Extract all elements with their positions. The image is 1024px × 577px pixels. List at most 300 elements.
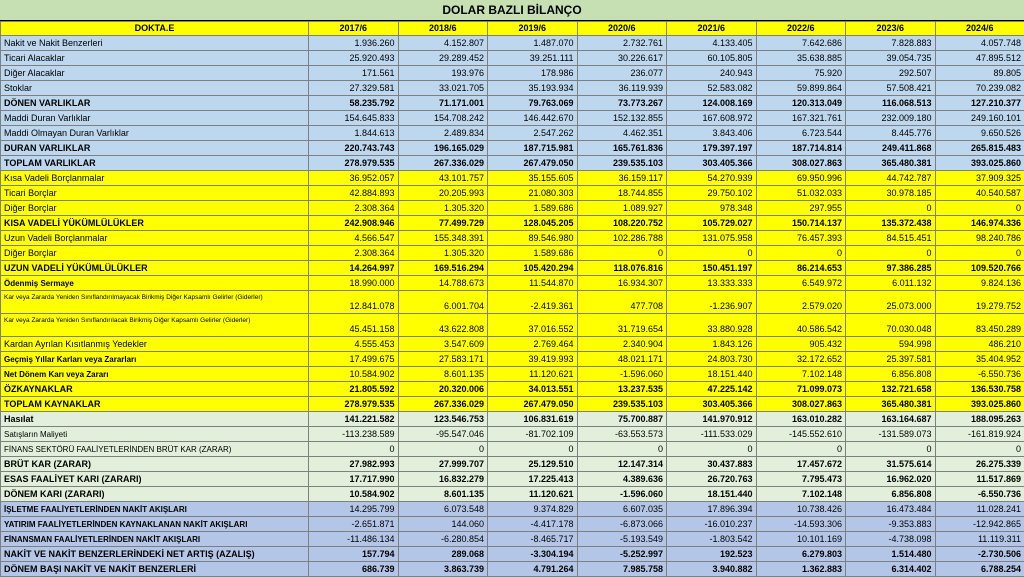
value-cell[interactable]: 105.729.027 bbox=[667, 216, 757, 231]
row-label[interactable]: Maddi Olmayan Duran Varlıklar bbox=[1, 126, 309, 141]
value-cell[interactable]: 2.340.904 bbox=[577, 337, 667, 352]
row-label[interactable]: KISA VADELİ YÜKÜMLÜLÜKLER bbox=[1, 216, 309, 231]
row-label[interactable]: Maddi Duran Varlıklar bbox=[1, 111, 309, 126]
value-cell[interactable]: 36.119.939 bbox=[577, 81, 667, 96]
value-cell[interactable]: 18.151.440 bbox=[667, 487, 757, 502]
value-cell[interactable]: 16.832.279 bbox=[398, 472, 488, 487]
value-cell[interactable]: 29.750.102 bbox=[667, 186, 757, 201]
value-cell[interactable]: 165.761.836 bbox=[577, 141, 667, 156]
row-label[interactable]: Kar veya Zararda Yeniden Sınıflandırılacak Birikmiş Diğer Kapsamlı Gelirler (Giderler) bbox=[1, 314, 309, 337]
value-cell[interactable]: 187.714.814 bbox=[756, 141, 846, 156]
row-label[interactable]: TOPLAM KAYNAKLAR bbox=[1, 397, 309, 412]
value-cell[interactable]: 278.979.535 bbox=[309, 156, 399, 171]
value-cell[interactable]: -1.803.542 bbox=[667, 532, 757, 547]
value-cell[interactable]: 16.962.020 bbox=[846, 472, 936, 487]
value-cell[interactable]: 4.133.405 bbox=[667, 36, 757, 51]
value-cell[interactable]: 0 bbox=[667, 246, 757, 261]
value-cell[interactable]: -2.730.506 bbox=[935, 547, 1024, 562]
year-header[interactable]: 2020/6 bbox=[577, 22, 667, 36]
value-cell[interactable]: 486.210 bbox=[935, 337, 1024, 352]
value-cell[interactable]: 32.172.652 bbox=[756, 352, 846, 367]
value-cell[interactable]: 35.638.885 bbox=[756, 51, 846, 66]
value-cell[interactable]: 118.076.816 bbox=[577, 261, 667, 276]
value-cell[interactable]: 167.321.761 bbox=[756, 111, 846, 126]
value-cell[interactable]: -8.465.717 bbox=[488, 532, 578, 547]
value-cell[interactable]: 152.132.855 bbox=[577, 111, 667, 126]
value-cell[interactable]: -81.702.109 bbox=[488, 427, 578, 442]
year-header[interactable]: 2023/6 bbox=[846, 22, 936, 36]
value-cell[interactable]: 167.608.972 bbox=[667, 111, 757, 126]
value-cell[interactable]: 21.080.303 bbox=[488, 186, 578, 201]
value-cell[interactable]: 98.240.786 bbox=[935, 231, 1024, 246]
row-label[interactable]: Nakit ve Nakit Benzerleri bbox=[1, 36, 309, 51]
value-cell[interactable]: 27.329.581 bbox=[309, 81, 399, 96]
value-cell[interactable]: 0 bbox=[846, 201, 936, 216]
value-cell[interactable]: 144.060 bbox=[398, 517, 488, 532]
value-cell[interactable]: 303.405.366 bbox=[667, 156, 757, 171]
row-label[interactable]: Ticari Borçlar bbox=[1, 186, 309, 201]
value-cell[interactable]: 47.895.512 bbox=[935, 51, 1024, 66]
value-cell[interactable]: 127.210.377 bbox=[935, 96, 1024, 111]
value-cell[interactable]: 171.561 bbox=[309, 66, 399, 81]
value-cell[interactable]: 71.099.073 bbox=[756, 382, 846, 397]
value-cell[interactable]: 97.386.285 bbox=[846, 261, 936, 276]
value-cell[interactable]: 43.622.808 bbox=[398, 314, 488, 337]
year-header[interactable]: 2021/6 bbox=[667, 22, 757, 36]
value-cell[interactable]: 75.920 bbox=[756, 66, 846, 81]
value-cell[interactable]: 39.251.111 bbox=[488, 51, 578, 66]
value-cell[interactable]: 179.397.197 bbox=[667, 141, 757, 156]
value-cell[interactable]: 192.523 bbox=[667, 547, 757, 562]
value-cell[interactable]: 1.843.126 bbox=[667, 337, 757, 352]
value-cell[interactable]: 4.462.351 bbox=[577, 126, 667, 141]
value-cell[interactable]: 14.264.997 bbox=[309, 261, 399, 276]
value-cell[interactable]: 2.308.364 bbox=[309, 201, 399, 216]
value-cell[interactable]: 6.607.035 bbox=[577, 502, 667, 517]
value-cell[interactable]: 60.105.805 bbox=[667, 51, 757, 66]
value-cell[interactable]: 36.159.117 bbox=[577, 171, 667, 186]
value-cell[interactable]: 35.155.605 bbox=[488, 171, 578, 186]
value-cell[interactable]: 178.986 bbox=[488, 66, 578, 81]
value-cell[interactable]: 25.073.000 bbox=[846, 291, 936, 314]
value-cell[interactable]: -6.550.736 bbox=[935, 367, 1024, 382]
value-cell[interactable]: 3.940.882 bbox=[667, 562, 757, 577]
value-cell[interactable]: 393.025.860 bbox=[935, 156, 1024, 171]
value-cell[interactable]: 1.844.613 bbox=[309, 126, 399, 141]
value-cell[interactable]: 132.721.658 bbox=[846, 382, 936, 397]
value-cell[interactable]: -113.238.589 bbox=[309, 427, 399, 442]
value-cell[interactable]: 79.763.069 bbox=[488, 96, 578, 111]
value-cell[interactable]: 16.934.307 bbox=[577, 276, 667, 291]
value-cell[interactable]: 267.479.050 bbox=[488, 156, 578, 171]
value-cell[interactable]: 232.009.180 bbox=[846, 111, 936, 126]
value-cell[interactable]: 239.535.103 bbox=[577, 156, 667, 171]
value-cell[interactable]: 70.239.082 bbox=[935, 81, 1024, 96]
value-cell[interactable]: 17.896.394 bbox=[667, 502, 757, 517]
value-cell[interactable]: 267.479.050 bbox=[488, 397, 578, 412]
row-label[interactable]: Uzun Vadeli Borçlanmalar bbox=[1, 231, 309, 246]
value-cell[interactable]: 13.237.535 bbox=[577, 382, 667, 397]
value-cell[interactable]: 51.032.033 bbox=[756, 186, 846, 201]
value-cell[interactable]: 278.979.535 bbox=[309, 397, 399, 412]
value-cell[interactable]: -12.942.865 bbox=[935, 517, 1024, 532]
value-cell[interactable]: 25.920.493 bbox=[309, 51, 399, 66]
value-cell[interactable]: -1.596.060 bbox=[577, 367, 667, 382]
value-cell[interactable]: 242.908.946 bbox=[309, 216, 399, 231]
value-cell[interactable]: 86.214.653 bbox=[756, 261, 846, 276]
value-cell[interactable]: 25.129.510 bbox=[488, 457, 578, 472]
value-cell[interactable]: 3.843.406 bbox=[667, 126, 757, 141]
value-cell[interactable]: 10.584.902 bbox=[309, 487, 399, 502]
value-cell[interactable]: 1.089.927 bbox=[577, 201, 667, 216]
value-cell[interactable]: -1.236.907 bbox=[667, 291, 757, 314]
value-cell[interactable]: 1.305.320 bbox=[398, 201, 488, 216]
value-cell[interactable]: -3.304.194 bbox=[488, 547, 578, 562]
value-cell[interactable]: 48.021.171 bbox=[577, 352, 667, 367]
value-cell[interactable]: 89.805 bbox=[935, 66, 1024, 81]
value-cell[interactable]: 11.120.621 bbox=[488, 367, 578, 382]
value-cell[interactable]: 128.045.205 bbox=[488, 216, 578, 231]
value-cell[interactable]: 131.075.958 bbox=[667, 231, 757, 246]
value-cell[interactable]: 2.579.020 bbox=[756, 291, 846, 314]
value-cell[interactable]: 27.982.993 bbox=[309, 457, 399, 472]
value-cell[interactable]: 116.068.513 bbox=[846, 96, 936, 111]
value-cell[interactable]: 19.279.752 bbox=[935, 291, 1024, 314]
row-label[interactable]: Net Dönem Karı veya Zararı bbox=[1, 367, 309, 382]
value-cell[interactable]: 18.990.000 bbox=[309, 276, 399, 291]
value-cell[interactable]: 16.473.484 bbox=[846, 502, 936, 517]
value-cell[interactable]: 76.457.393 bbox=[756, 231, 846, 246]
value-cell[interactable]: 292.507 bbox=[846, 66, 936, 81]
value-cell[interactable]: 193.976 bbox=[398, 66, 488, 81]
value-cell[interactable]: 7.985.758 bbox=[577, 562, 667, 577]
value-cell[interactable]: 37.909.325 bbox=[935, 171, 1024, 186]
value-cell[interactable]: -9.353.883 bbox=[846, 517, 936, 532]
value-cell[interactable]: 1.362.883 bbox=[756, 562, 846, 577]
value-cell[interactable]: 0 bbox=[488, 442, 578, 457]
value-cell[interactable]: 54.270.939 bbox=[667, 171, 757, 186]
value-cell[interactable]: 31.719.654 bbox=[577, 314, 667, 337]
value-cell[interactable]: 0 bbox=[309, 442, 399, 457]
value-cell[interactable]: 1.305.320 bbox=[398, 246, 488, 261]
value-cell[interactable]: 10.584.902 bbox=[309, 367, 399, 382]
value-cell[interactable]: 187.715.981 bbox=[488, 141, 578, 156]
value-cell[interactable]: 594.998 bbox=[846, 337, 936, 352]
value-cell[interactable]: -6.550.736 bbox=[935, 487, 1024, 502]
row-label[interactable]: Diğer Borçlar bbox=[1, 201, 309, 216]
value-cell[interactable]: -63.553.573 bbox=[577, 427, 667, 442]
value-cell[interactable]: 6.279.803 bbox=[756, 547, 846, 562]
value-cell[interactable]: 26.720.763 bbox=[667, 472, 757, 487]
value-cell[interactable]: 220.743.743 bbox=[309, 141, 399, 156]
row-label[interactable]: BRÜT KAR (ZARAR) bbox=[1, 457, 309, 472]
value-cell[interactable]: 146.974.336 bbox=[935, 216, 1024, 231]
value-cell[interactable]: 58.235.792 bbox=[309, 96, 399, 111]
value-cell[interactable]: 71.171.001 bbox=[398, 96, 488, 111]
ticker-cell[interactable]: DOKTA.E bbox=[1, 22, 309, 36]
value-cell[interactable]: 108.220.752 bbox=[577, 216, 667, 231]
value-cell[interactable]: 11.119.311 bbox=[935, 532, 1024, 547]
value-cell[interactable]: 29.289.452 bbox=[398, 51, 488, 66]
value-cell[interactable]: 0 bbox=[398, 442, 488, 457]
value-cell[interactable]: 4.566.547 bbox=[309, 231, 399, 246]
value-cell[interactable]: 17.499.675 bbox=[309, 352, 399, 367]
value-cell[interactable]: 289.068 bbox=[398, 547, 488, 562]
row-label[interactable]: DÖNEM BAŞI NAKİT VE NAKİT BENZERLERİ bbox=[1, 562, 309, 577]
value-cell[interactable]: 17.717.990 bbox=[309, 472, 399, 487]
value-cell[interactable]: 249.411.868 bbox=[846, 141, 936, 156]
value-cell[interactable]: 20.205.993 bbox=[398, 186, 488, 201]
value-cell[interactable]: -5.252.997 bbox=[577, 547, 667, 562]
value-cell[interactable]: 14.295.799 bbox=[309, 502, 399, 517]
value-cell[interactable]: 34.013.551 bbox=[488, 382, 578, 397]
value-cell[interactable]: 0 bbox=[846, 442, 936, 457]
value-cell[interactable]: 8.601.135 bbox=[398, 487, 488, 502]
row-label[interactable]: Diğer Borçlar bbox=[1, 246, 309, 261]
value-cell[interactable]: 18.151.440 bbox=[667, 367, 757, 382]
value-cell[interactable]: 267.336.029 bbox=[398, 156, 488, 171]
value-cell[interactable]: 154.708.242 bbox=[398, 111, 488, 126]
value-cell[interactable]: 73.773.267 bbox=[577, 96, 667, 111]
value-cell[interactable]: 30.978.185 bbox=[846, 186, 936, 201]
value-cell[interactable]: 83.450.289 bbox=[935, 314, 1024, 337]
value-cell[interactable]: 1.514.480 bbox=[846, 547, 936, 562]
value-cell[interactable]: -1.596.060 bbox=[577, 487, 667, 502]
value-cell[interactable]: 4.791.264 bbox=[488, 562, 578, 577]
value-cell[interactable]: 30.226.617 bbox=[577, 51, 667, 66]
year-header[interactable]: 2018/6 bbox=[398, 22, 488, 36]
value-cell[interactable]: 105.420.294 bbox=[488, 261, 578, 276]
row-label[interactable]: ESAS FAALİYET KARI (ZARARI) bbox=[1, 472, 309, 487]
row-label[interactable]: Kardan Ayrılan Kısıtlanmış Yedekler bbox=[1, 337, 309, 352]
value-cell[interactable]: 35.193.934 bbox=[488, 81, 578, 96]
value-cell[interactable]: 57.508.421 bbox=[846, 81, 936, 96]
value-cell[interactable]: 123.546.753 bbox=[398, 412, 488, 427]
value-cell[interactable]: 6.314.402 bbox=[846, 562, 936, 577]
row-label[interactable]: DÖNEM KARI (ZARARI) bbox=[1, 487, 309, 502]
value-cell[interactable]: 1.487.070 bbox=[488, 36, 578, 51]
row-label[interactable]: Hasılat bbox=[1, 412, 309, 427]
row-label[interactable]: DURAN VARLIKLAR bbox=[1, 141, 309, 156]
value-cell[interactable]: 265.815.483 bbox=[935, 141, 1024, 156]
value-cell[interactable]: 24.803.730 bbox=[667, 352, 757, 367]
value-cell[interactable]: 14.788.673 bbox=[398, 276, 488, 291]
value-cell[interactable]: 9.650.526 bbox=[935, 126, 1024, 141]
value-cell[interactable]: 35.404.952 bbox=[935, 352, 1024, 367]
value-cell[interactable]: 157.794 bbox=[309, 547, 399, 562]
value-cell[interactable]: 0 bbox=[935, 442, 1024, 457]
value-cell[interactable]: 0 bbox=[667, 442, 757, 457]
value-cell[interactable]: 3.547.609 bbox=[398, 337, 488, 352]
value-cell[interactable]: 10.738.426 bbox=[756, 502, 846, 517]
value-cell[interactable]: 1.589.686 bbox=[488, 201, 578, 216]
value-cell[interactable]: 905.432 bbox=[756, 337, 846, 352]
value-cell[interactable]: 9.824.136 bbox=[935, 276, 1024, 291]
value-cell[interactable]: 393.025.860 bbox=[935, 397, 1024, 412]
value-cell[interactable]: 2.547.262 bbox=[488, 126, 578, 141]
value-cell[interactable]: 686.739 bbox=[309, 562, 399, 577]
value-cell[interactable]: 6.549.972 bbox=[756, 276, 846, 291]
value-cell[interactable]: 6.788.254 bbox=[935, 562, 1024, 577]
value-cell[interactable]: 7.102.148 bbox=[756, 487, 846, 502]
value-cell[interactable]: -6.280.854 bbox=[398, 532, 488, 547]
value-cell[interactable]: -145.552.610 bbox=[756, 427, 846, 442]
value-cell[interactable]: 7.102.148 bbox=[756, 367, 846, 382]
value-cell[interactable]: 20.320.006 bbox=[398, 382, 488, 397]
value-cell[interactable]: 4.057.748 bbox=[935, 36, 1024, 51]
value-cell[interactable]: 39.419.993 bbox=[488, 352, 578, 367]
value-cell[interactable]: 3.863.739 bbox=[398, 562, 488, 577]
row-label[interactable]: Kısa Vadeli Borçlanmalar bbox=[1, 171, 309, 186]
year-header[interactable]: 2024/6 bbox=[935, 22, 1024, 36]
value-cell[interactable]: 163.010.282 bbox=[756, 412, 846, 427]
value-cell[interactable]: 136.530.758 bbox=[935, 382, 1024, 397]
row-label[interactable]: Geçmiş Yıllar Karları veya Zararları bbox=[1, 352, 309, 367]
value-cell[interactable]: 0 bbox=[846, 246, 936, 261]
row-label[interactable]: ÖZKAYNAKLAR bbox=[1, 382, 309, 397]
value-cell[interactable]: 44.742.787 bbox=[846, 171, 936, 186]
value-cell[interactable]: 2.769.464 bbox=[488, 337, 578, 352]
year-header[interactable]: 2017/6 bbox=[309, 22, 399, 36]
value-cell[interactable]: 11.517.869 bbox=[935, 472, 1024, 487]
value-cell[interactable]: 6.856.808 bbox=[846, 487, 936, 502]
value-cell[interactable]: 69.950.996 bbox=[756, 171, 846, 186]
value-cell[interactable]: 0 bbox=[577, 246, 667, 261]
value-cell[interactable]: 13.333.333 bbox=[667, 276, 757, 291]
value-cell[interactable]: 84.515.451 bbox=[846, 231, 936, 246]
value-cell[interactable]: 12.147.314 bbox=[577, 457, 667, 472]
value-cell[interactable]: 297.955 bbox=[756, 201, 846, 216]
value-cell[interactable]: 303.405.366 bbox=[667, 397, 757, 412]
value-cell[interactable]: 12.841.078 bbox=[309, 291, 399, 314]
row-label[interactable]: Satışların Maliyeti bbox=[1, 427, 309, 442]
row-label[interactable]: Kar veya Zararda Yeniden Sınıflandırılmayacak Birikmiş Diğer Kapsamlı Gelirler (Giderler) bbox=[1, 291, 309, 314]
value-cell[interactable]: 39.054.735 bbox=[846, 51, 936, 66]
value-cell[interactable]: 2.489.834 bbox=[398, 126, 488, 141]
value-cell[interactable]: -131.589.073 bbox=[846, 427, 936, 442]
value-cell[interactable]: 8.601.135 bbox=[398, 367, 488, 382]
value-cell[interactable]: 6.001.704 bbox=[398, 291, 488, 314]
value-cell[interactable]: -6.873.066 bbox=[577, 517, 667, 532]
row-label[interactable]: DÖNEN VARLIKLAR bbox=[1, 96, 309, 111]
row-label[interactable]: FİNANSMAN FAALİYETLERİNDEN NAKİT AKIŞLARI bbox=[1, 532, 309, 547]
value-cell[interactable]: 0 bbox=[935, 201, 1024, 216]
value-cell[interactable]: 239.535.103 bbox=[577, 397, 667, 412]
value-cell[interactable]: 308.027.863 bbox=[756, 397, 846, 412]
row-label[interactable]: UZUN VADELİ YÜKÜMLÜLÜKLER bbox=[1, 261, 309, 276]
value-cell[interactable]: 40.586.542 bbox=[756, 314, 846, 337]
value-cell[interactable]: 27.999.707 bbox=[398, 457, 488, 472]
value-cell[interactable]: 6.011.132 bbox=[846, 276, 936, 291]
value-cell[interactable]: -5.193.549 bbox=[577, 532, 667, 547]
value-cell[interactable]: 1.589.686 bbox=[488, 246, 578, 261]
row-label[interactable]: NAKİT VE NAKİT BENZERLERİNDEKİ NET ARTIŞ (AZALIŞ) bbox=[1, 547, 309, 562]
year-header[interactable]: 2022/6 bbox=[756, 22, 846, 36]
value-cell[interactable]: -11.486.134 bbox=[309, 532, 399, 547]
value-cell[interactable]: 33.021.705 bbox=[398, 81, 488, 96]
value-cell[interactable]: 70.030.048 bbox=[846, 314, 936, 337]
value-cell[interactable]: 8.445.776 bbox=[846, 126, 936, 141]
value-cell[interactable]: -161.819.924 bbox=[935, 427, 1024, 442]
value-cell[interactable]: 26.275.339 bbox=[935, 457, 1024, 472]
value-cell[interactable]: 135.372.438 bbox=[846, 216, 936, 231]
value-cell[interactable]: 40.540.587 bbox=[935, 186, 1024, 201]
value-cell[interactable]: 155.348.391 bbox=[398, 231, 488, 246]
value-cell[interactable]: 106.831.619 bbox=[488, 412, 578, 427]
value-cell[interactable]: -2.651.871 bbox=[309, 517, 399, 532]
value-cell[interactable]: 21.805.592 bbox=[309, 382, 399, 397]
value-cell[interactable]: 0 bbox=[935, 246, 1024, 261]
value-cell[interactable]: -95.547.046 bbox=[398, 427, 488, 442]
row-label[interactable]: Stoklar bbox=[1, 81, 309, 96]
value-cell[interactable]: 36.952.057 bbox=[309, 171, 399, 186]
value-cell[interactable]: 31.575.614 bbox=[846, 457, 936, 472]
value-cell[interactable]: -111.533.029 bbox=[667, 427, 757, 442]
value-cell[interactable]: 120.313.049 bbox=[756, 96, 846, 111]
value-cell[interactable]: 249.160.101 bbox=[935, 111, 1024, 126]
value-cell[interactable]: 25.397.581 bbox=[846, 352, 936, 367]
value-cell[interactable]: 52.583.082 bbox=[667, 81, 757, 96]
value-cell[interactable]: 17.225.413 bbox=[488, 472, 578, 487]
value-cell[interactable]: 188.095.263 bbox=[935, 412, 1024, 427]
value-cell[interactable]: -4.738.098 bbox=[846, 532, 936, 547]
value-cell[interactable]: 37.016.552 bbox=[488, 314, 578, 337]
value-cell[interactable]: 45.451.158 bbox=[309, 314, 399, 337]
value-cell[interactable]: 150.451.197 bbox=[667, 261, 757, 276]
value-cell[interactable]: 4.555.453 bbox=[309, 337, 399, 352]
row-label[interactable]: İŞLETME FAALİYETLERİNDEN NAKİT AKIŞLARI bbox=[1, 502, 309, 517]
value-cell[interactable]: 365.480.381 bbox=[846, 156, 936, 171]
value-cell[interactable]: -4.417.178 bbox=[488, 517, 578, 532]
value-cell[interactable]: 27.583.171 bbox=[398, 352, 488, 367]
value-cell[interactable]: 89.546.980 bbox=[488, 231, 578, 246]
value-cell[interactable]: 11.120.621 bbox=[488, 487, 578, 502]
value-cell[interactable]: 10.101.169 bbox=[756, 532, 846, 547]
value-cell[interactable]: 267.336.029 bbox=[398, 397, 488, 412]
value-cell[interactable]: 477.708 bbox=[577, 291, 667, 314]
value-cell[interactable]: 154.645.833 bbox=[309, 111, 399, 126]
row-label[interactable]: Ticari Alacaklar bbox=[1, 51, 309, 66]
value-cell[interactable]: 1.936.260 bbox=[309, 36, 399, 51]
value-cell[interactable]: 240.943 bbox=[667, 66, 757, 81]
row-label[interactable]: Ödenmiş Sermaye bbox=[1, 276, 309, 291]
value-cell[interactable]: 7.795.473 bbox=[756, 472, 846, 487]
value-cell[interactable]: 4.389.636 bbox=[577, 472, 667, 487]
row-label[interactable]: FİNANS SEKTÖRÜ FAALİYETLERİNDEN BRÜT KAR (ZARAR) bbox=[1, 442, 309, 457]
value-cell[interactable]: 11.544.870 bbox=[488, 276, 578, 291]
value-cell[interactable]: 18.744.855 bbox=[577, 186, 667, 201]
value-cell[interactable]: 169.516.294 bbox=[398, 261, 488, 276]
value-cell[interactable]: 141.970.912 bbox=[667, 412, 757, 427]
value-cell[interactable]: 163.164.687 bbox=[846, 412, 936, 427]
value-cell[interactable]: 7.642.686 bbox=[756, 36, 846, 51]
value-cell[interactable]: 42.884.893 bbox=[309, 186, 399, 201]
value-cell[interactable]: 6.723.544 bbox=[756, 126, 846, 141]
value-cell[interactable]: 196.165.029 bbox=[398, 141, 488, 156]
value-cell[interactable]: -14.593.306 bbox=[756, 517, 846, 532]
value-cell[interactable]: 7.828.883 bbox=[846, 36, 936, 51]
value-cell[interactable]: 365.480.381 bbox=[846, 397, 936, 412]
value-cell[interactable]: 141.221.582 bbox=[309, 412, 399, 427]
value-cell[interactable]: 6.073.548 bbox=[398, 502, 488, 517]
value-cell[interactable]: 17.457.672 bbox=[756, 457, 846, 472]
value-cell[interactable]: 2.308.364 bbox=[309, 246, 399, 261]
row-label[interactable]: TOPLAM VARLIKLAR bbox=[1, 156, 309, 171]
value-cell[interactable]: 77.499.729 bbox=[398, 216, 488, 231]
value-cell[interactable]: 978.348 bbox=[667, 201, 757, 216]
value-cell[interactable]: 146.442.670 bbox=[488, 111, 578, 126]
value-cell[interactable]: 43.101.757 bbox=[398, 171, 488, 186]
